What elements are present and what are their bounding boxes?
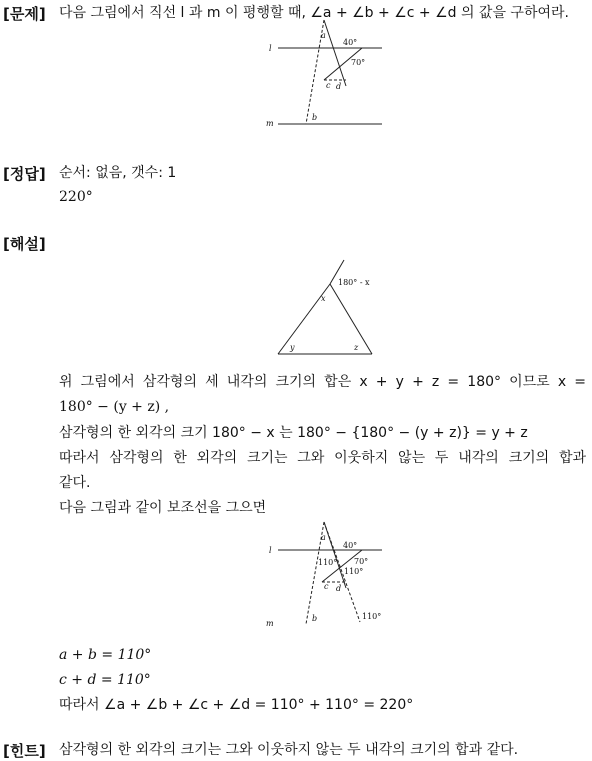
triangle-right-side	[330, 284, 372, 354]
label-b: b	[312, 614, 318, 623]
hint-text: 삼각형의 한 외각의 크기는 그와 이웃하지 않는 두 내각의 크기의 합과 같다.	[59, 742, 519, 758]
figure-auxiliary-lines	[262, 518, 392, 630]
label-70: 70°	[354, 557, 369, 566]
label-b: b	[312, 113, 318, 122]
label-l: l	[269, 44, 272, 53]
answer-label: [정답]	[3, 165, 46, 183]
label-l: l	[269, 546, 272, 555]
label-x: x	[321, 294, 326, 303]
label-exterior: 180° - x	[338, 278, 370, 287]
answer-value: 220°	[59, 189, 93, 205]
figure-parallel-lines	[262, 18, 392, 130]
label-d: d	[336, 584, 342, 593]
figure-triangle	[274, 256, 384, 356]
label-110-middle: 110°	[344, 567, 364, 576]
label-d: d	[336, 82, 342, 91]
label-40: 40°	[343, 541, 358, 550]
label-70: 70°	[351, 58, 366, 67]
solution-line-6: 다음 그림과 같이 보조선을 그으면	[59, 500, 267, 516]
solution-line-1: 위 그림에서 삼각형의 세 내각의 크기의 합은 x + y + z = 180° 이므로 x =	[59, 374, 586, 390]
label-z: z	[354, 343, 359, 352]
solution-line-4: 따라서 삼각형의 한 외각의 크기는 그와 이웃하지 않는 두 내각의 크기의 합과	[59, 450, 586, 466]
label-110-left: 110°	[318, 558, 338, 567]
solution-conclusion: 따라서 ∠a + ∠b + ∠c + ∠d = 110° + 110° = 220°	[59, 697, 414, 713]
label-a: a	[321, 533, 326, 542]
label-110-bottom: 110°	[362, 612, 382, 621]
hint-label: [힌트]	[3, 742, 46, 760]
label-m: m	[266, 619, 274, 628]
answer-meta: 순서: 없음, 갯수: 1	[59, 165, 177, 181]
solution-line-2: 180° − (y + z) ,	[59, 399, 170, 415]
label-40: 40°	[343, 38, 358, 47]
label-c: c	[324, 582, 329, 591]
equation-cd: c + d = 110°	[59, 672, 151, 688]
label-y: y	[290, 343, 295, 352]
label-c: c	[326, 81, 331, 90]
label-a: a	[321, 31, 326, 40]
solution-label: [해설]	[3, 235, 46, 253]
transversal-solid	[324, 20, 346, 86]
problem-label: [문제]	[3, 5, 46, 23]
solution-line-3: 삼각형의 한 외각의 크기 180° − x 는 180° − {180° − (y + z)} = y + z	[59, 425, 528, 441]
solution-line-5: 같다.	[59, 475, 91, 491]
label-m: m	[266, 119, 274, 128]
equation-ab: a + b = 110°	[59, 647, 152, 663]
problem-text: 다음 그림에서 직선 l 과 m 이 평행할 때, ∠a + ∠b + ∠c + ∠d 의 값을 구하여라.	[59, 5, 569, 21]
